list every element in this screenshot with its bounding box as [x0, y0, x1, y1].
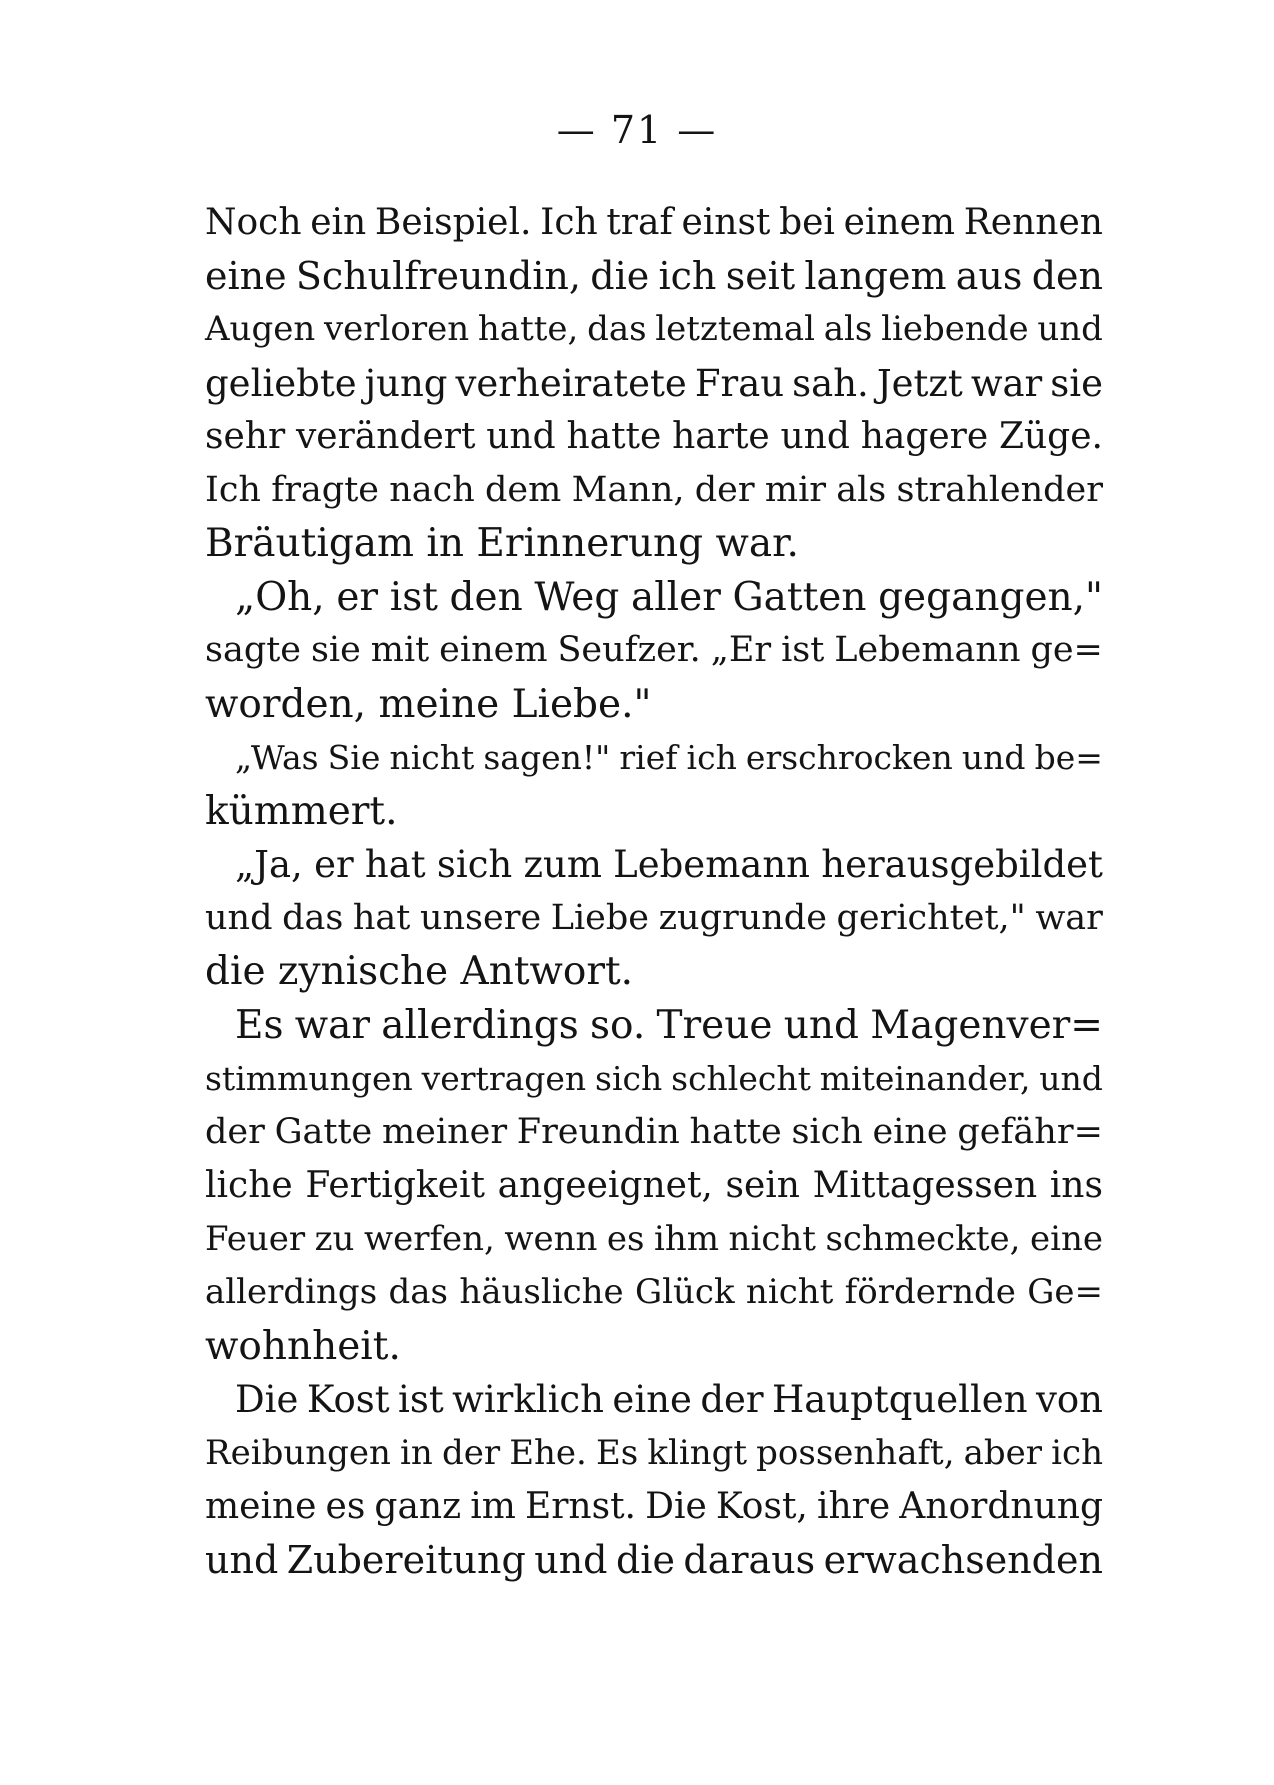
text-line: Ich fragte nach dem Mann, der mir als strahlender	[205, 469, 1103, 510]
text-line: Feuer zu werfen, wenn es ihm nicht schmeckte, eine	[205, 1218, 1103, 1259]
text-line: Reibungen in der Ehe. Es klingt possenhaft, aber ich	[205, 1432, 1103, 1473]
text-line: „Ja, er hat sich zum Lebemann herausgebildet	[235, 843, 1103, 886]
body-text	[205, 196, 1103, 1587]
text-line: worden, meine Liebe."	[205, 681, 652, 727]
text-line: „Oh, er ist den Weg aller Gatten gegangen,"	[235, 574, 1103, 620]
text-line: wohnheit.	[205, 1323, 401, 1369]
text-line: kümmert.	[205, 788, 398, 834]
text-line: Bräutigam in Erinnerung war.	[205, 521, 799, 566]
text-line: eine Schulfreundin, die ich seit langem aus den	[205, 253, 1103, 298]
text-line: meine es ganz im Ernst. Die Kost, ihre Anordnung	[205, 1486, 1103, 1527]
text-line: stimmungen vertragen sich schlecht miteinander, und	[205, 1059, 1103, 1098]
text-line: Noch ein Beispiel. Ich traf einst bei einem Rennen	[205, 202, 1103, 243]
text-line: und Zubereitung und die daraus erwachsenden	[205, 1537, 1103, 1582]
text-line: „Was Sie nicht sagen!" rief ich erschrocken und be=	[235, 738, 1103, 777]
text-line: Es war allerdings so. Treue und Magenver=	[235, 1002, 1103, 1048]
text-line: allerdings das häusliche Glück nicht fördernde Ge=	[205, 1272, 1103, 1312]
text-line: und das hat unsere Liebe zugrunde gerichtet," war	[205, 897, 1103, 938]
text-line: die zynische Antwort.	[205, 949, 634, 994]
page-number: — 71 —	[556, 108, 718, 152]
text-line: geliebte jung verheiratete Frau sah. Jetzt war sie	[205, 361, 1103, 405]
text-line: liche Fertigkeit angeeignet, sein Mittagessen ins	[205, 1165, 1103, 1206]
text-line: Augen verloren hatte, das letztemal als liebende und	[205, 309, 1103, 349]
text-line: Die Kost ist wirklich eine der Hauptquellen von	[235, 1378, 1103, 1421]
text-line: der Gatte meiner Freundin hatte sich eine gefähr=	[205, 1111, 1103, 1152]
text-line: sagte sie mit einem Seufzer. „Er ist Lebemann ge=	[205, 630, 1103, 670]
text-line: sehr verändert und hatte harte und hagere Züge.	[205, 416, 1103, 457]
